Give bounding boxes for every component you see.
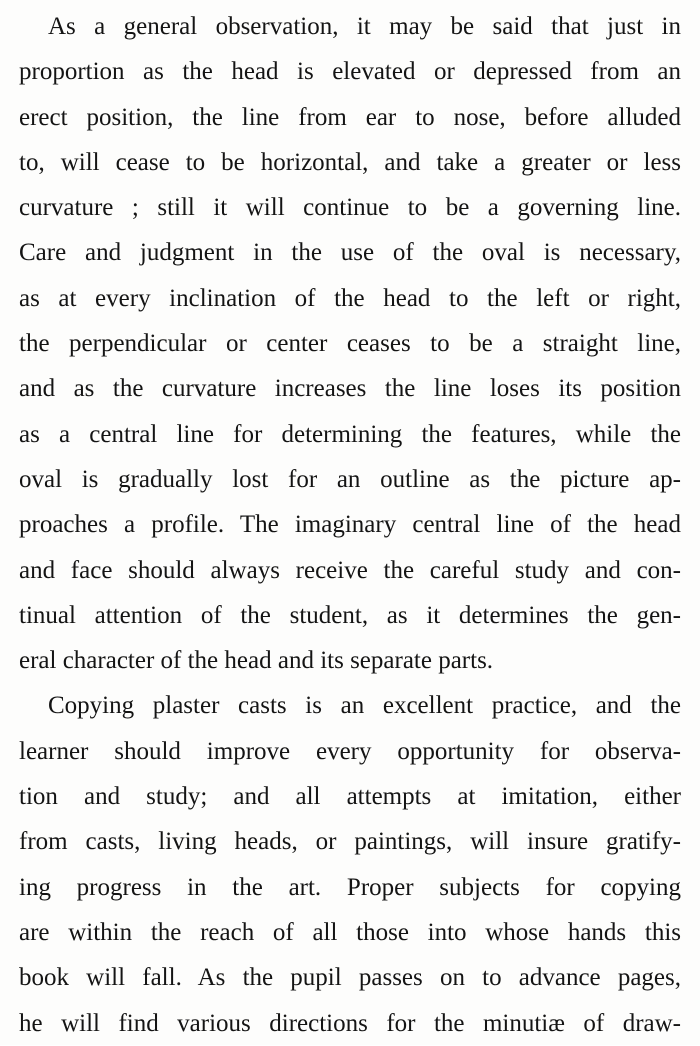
text-line: as a central line for determining the features, while the	[19, 420, 681, 448]
text-line: ing progress in the art. Proper subjects for copying	[19, 873, 681, 901]
text-line: proaches a profile. The imaginary central line of the head	[19, 511, 681, 539]
text-line: As a general observation, it may be said that just in	[48, 13, 681, 40]
text-line: eral character of the head and its separate parts.	[19, 647, 494, 675]
text-line: erect position, the line from ear to nose, before alluded	[19, 103, 681, 131]
text-line: and as the curvature increases the line loses its position	[19, 375, 681, 403]
text-line: learner should improve every opportunity for observa-	[19, 737, 681, 765]
page-text	[19, 4, 681, 1046]
text-line: tinual attention of the student, as it determines the gen-	[19, 601, 681, 629]
text-line: oval is gradually lost for an outline as the picture ap-	[19, 465, 681, 493]
text-line: tion and study; and all attempts at imitation, either	[19, 783, 681, 811]
text-line: book will fall. As the pupil passes on to advance pages,	[19, 964, 681, 992]
text-line: from casts, living heads, or paintings, will insure gratify-	[19, 828, 681, 856]
text-line: as at every inclination of the head to the left or right,	[19, 284, 681, 312]
text-line: Copying plaster casts is an excellent practice, and the	[48, 692, 681, 720]
text-line: are within the reach of all those into whose hands this	[19, 918, 681, 946]
text-line: he will find various directions for the minutiæ of draw-	[19, 1009, 681, 1037]
text-line: the perpendicular or center ceases to be a straight line,	[19, 330, 681, 358]
text-line: Care and judgment in the use of the oval is necessary,	[19, 239, 681, 267]
text-line: curvature ; still it will continue to be a governing line.	[19, 194, 681, 222]
paragraph-1	[19, 4, 681, 683]
text-line: and face should always receive the careful study and con-	[19, 556, 681, 584]
text-line: proportion as the head is elevated or depressed from an	[19, 58, 681, 86]
paragraph-2	[19, 683, 681, 1045]
text-line: to, will cease to be horizontal, and take a greater or less	[19, 148, 681, 176]
